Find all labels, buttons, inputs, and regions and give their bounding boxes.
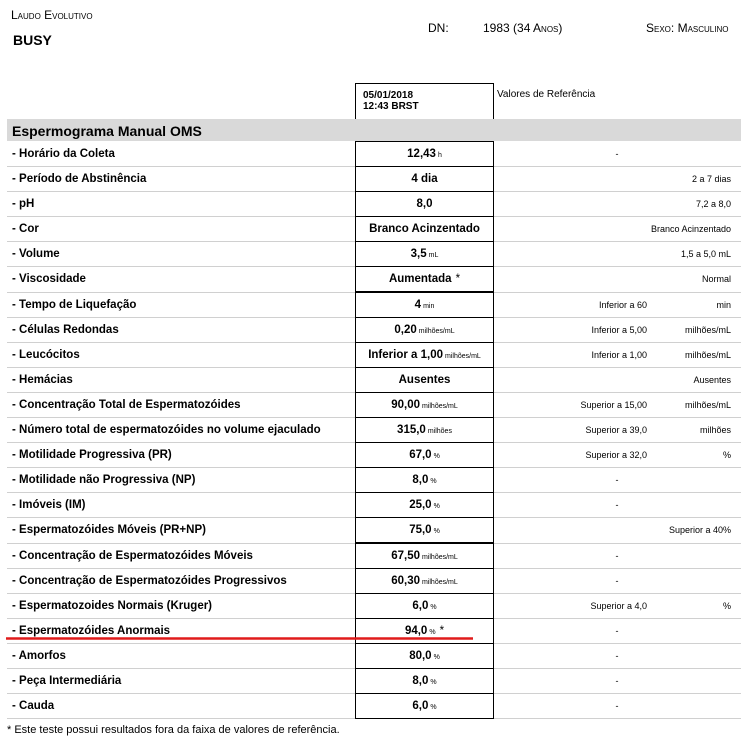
row-label: - Cor xyxy=(12,223,39,236)
row-reference xyxy=(497,249,737,259)
row-label: - Espermatozoides Normais (Kruger) xyxy=(12,599,213,612)
row-label: - Motilidade não Progressiva (NP) xyxy=(12,474,196,487)
row-value-cell xyxy=(355,668,494,694)
row-value: 315,0 xyxy=(397,424,426,437)
row-reference xyxy=(497,701,737,711)
row-unit: milhões/mL xyxy=(421,578,458,586)
reference-value: Inferior a 5,00 xyxy=(591,324,647,335)
row-value: 94,0 xyxy=(404,624,428,637)
row-value-cell xyxy=(355,442,494,468)
table-row xyxy=(7,318,741,343)
row-reference xyxy=(497,149,737,159)
row-label: - Espermatozóides Anormais xyxy=(12,624,171,637)
reference-value: 1,5 a 5,0 mL xyxy=(680,249,731,260)
exam-date: 05/01/2018 xyxy=(363,90,414,101)
table-row xyxy=(7,594,741,619)
row-unit: min xyxy=(423,302,435,310)
row-value: 60,30 xyxy=(391,574,420,587)
row-value-cell xyxy=(355,342,494,368)
table-row xyxy=(7,192,741,217)
row-label: - Motilidade Progressiva (PR) xyxy=(12,449,172,462)
row-reference xyxy=(497,551,737,561)
row-unit: milhões xyxy=(427,428,452,436)
table-row xyxy=(7,544,741,569)
reference-value: Superior a 4,0 xyxy=(590,600,647,611)
row-reference xyxy=(497,475,737,485)
row-value: Branco Acinzentado xyxy=(369,223,480,236)
row-value-cell xyxy=(355,593,494,619)
row-value-cell xyxy=(355,392,494,418)
row-value-cell xyxy=(355,191,494,217)
table-row xyxy=(7,142,741,167)
row-label: - Horário da Coleta xyxy=(12,148,115,160)
section-title: Espermograma Manual OMS xyxy=(7,119,741,141)
row-reference xyxy=(497,525,737,535)
table-row xyxy=(7,343,741,368)
row-value-cell xyxy=(355,367,494,393)
row-reference xyxy=(497,626,737,636)
row-value: 8,0 xyxy=(412,474,429,487)
row-label: - Viscosidade xyxy=(12,273,86,286)
out-of-range-flag: * xyxy=(455,273,461,286)
sex-field: Sexo: Masculino xyxy=(646,21,729,35)
out-of-range-flag: * xyxy=(439,624,445,637)
reference-value: - xyxy=(615,625,619,636)
reference-value: Superior a 15,00 xyxy=(580,399,647,410)
row-reference xyxy=(497,576,737,586)
row-unit: milhões/mL xyxy=(421,402,458,410)
reference-value: Normal xyxy=(701,274,731,285)
exam-date-header xyxy=(355,83,494,119)
reference-unit: % xyxy=(722,450,731,461)
report-title: Laudo Evolutivo xyxy=(11,8,93,22)
row-value-cell xyxy=(355,417,494,443)
reference-unit: milhões xyxy=(699,425,731,436)
row-unit: milhões/mL xyxy=(421,553,458,561)
row-reference xyxy=(497,651,737,661)
table-row xyxy=(7,644,741,669)
row-value: 4 xyxy=(414,298,422,311)
dn-value: 1983 (34 Anos) xyxy=(483,21,563,35)
row-label: - Período de Abstinência xyxy=(12,173,147,186)
row-value-cell xyxy=(355,467,494,493)
results-table xyxy=(7,142,741,719)
row-value-cell xyxy=(355,141,494,167)
row-label: - Concentração de Espermatozóides Progressivos xyxy=(12,574,287,587)
reference-unit: milhões/mL xyxy=(684,324,731,335)
row-value-cell xyxy=(355,216,494,242)
table-row xyxy=(7,468,741,493)
row-unit: h xyxy=(437,152,442,159)
dn-label: DN: xyxy=(428,21,449,35)
table-row xyxy=(7,694,741,719)
row-value: 0,20 xyxy=(394,323,417,336)
row-value: Aumentada xyxy=(388,273,452,286)
table-row xyxy=(7,443,741,468)
table-row xyxy=(7,393,741,418)
reference-unit: milhões/mL xyxy=(684,349,731,360)
row-value-cell xyxy=(355,166,494,192)
table-row xyxy=(7,493,741,518)
reference-value: - xyxy=(615,650,619,661)
row-label: - Amorfos xyxy=(12,649,66,662)
row-label: - pH xyxy=(12,198,35,211)
reference-value: Inferior a 1,00 xyxy=(591,349,647,360)
reference-value: Superior a 40% xyxy=(668,525,731,536)
row-reference xyxy=(497,174,737,184)
reference-value: 2 a 7 dias xyxy=(691,174,731,185)
row-value: 6,0 xyxy=(412,700,429,713)
row-unit: % xyxy=(430,678,437,686)
row-value: Ausentes xyxy=(398,373,451,386)
row-label: - Concentração Total de Espermatozóides xyxy=(12,398,241,411)
row-unit: milhões/mL xyxy=(418,327,455,335)
row-label: - Células Redondas xyxy=(12,323,119,336)
row-label: - Tempo de Liquefação xyxy=(12,298,137,311)
footnote: * Este teste possui resultados fora da faixa de valores de referência. xyxy=(7,724,340,736)
patient-name: BUSY xyxy=(13,32,52,48)
row-unit: milhões/mL xyxy=(445,352,481,360)
row-value-cell xyxy=(355,693,494,719)
row-value-cell xyxy=(355,568,494,594)
row-label: - Hemácias xyxy=(12,373,73,386)
row-value-cell xyxy=(355,517,494,543)
row-reference xyxy=(497,375,737,385)
table-row xyxy=(7,669,741,694)
row-unit: % xyxy=(433,528,440,536)
exam-time: 12:43 BRST xyxy=(363,101,419,112)
row-reference xyxy=(497,199,737,209)
row-reference xyxy=(497,224,737,234)
table-row xyxy=(7,418,741,443)
row-unit: % xyxy=(430,478,437,486)
reference-value: Inferior a 60 xyxy=(598,299,647,310)
row-label: - Volume xyxy=(12,248,60,261)
table-row xyxy=(7,619,741,644)
row-value: 4 dia xyxy=(411,173,438,186)
row-reference xyxy=(497,274,737,284)
reference-value: Ausentes xyxy=(693,374,731,385)
row-value: 6,0 xyxy=(412,599,429,612)
row-value: 8,0 xyxy=(412,674,429,687)
row-value: 67,0 xyxy=(409,449,432,462)
row-unit: % xyxy=(430,603,437,611)
reference-value: - xyxy=(615,475,619,486)
row-value-cell xyxy=(355,266,494,292)
reference-unit: % xyxy=(722,600,731,611)
reference-value: - xyxy=(615,550,619,561)
row-value-cell xyxy=(355,643,494,669)
row-value: Inferior a 1,00 xyxy=(368,348,443,361)
reference-value: - xyxy=(615,675,619,686)
table-row xyxy=(7,242,741,267)
reference-value: - xyxy=(615,149,619,159)
row-unit: % xyxy=(433,503,440,511)
row-reference xyxy=(497,500,737,510)
row-value-cell xyxy=(355,241,494,267)
highlight-underline xyxy=(6,637,473,640)
row-label: - Número total de espermatozóides no volume ejaculado xyxy=(12,424,321,437)
reference-value: 7,2 a 8,0 xyxy=(695,199,731,210)
row-unit: % xyxy=(429,628,436,636)
row-label: - Peça Intermediária xyxy=(12,674,122,687)
row-label: - Leucócitos xyxy=(12,348,80,361)
reference-value: - xyxy=(615,575,619,586)
row-value-cell xyxy=(355,292,494,318)
row-label: - Concentração de Espermatozóides Móveis xyxy=(12,549,253,562)
row-value-cell xyxy=(355,317,494,343)
reference-value: Superior a 39,0 xyxy=(585,425,647,436)
row-label: - Imóveis (IM) xyxy=(12,499,86,512)
row-value: 25,0 xyxy=(409,499,432,512)
table-row xyxy=(7,217,741,242)
row-unit: mL xyxy=(428,252,439,260)
row-value: 90,00 xyxy=(391,398,420,411)
row-label: - Cauda xyxy=(12,700,55,713)
row-value: 67,50 xyxy=(391,549,420,562)
table-row xyxy=(7,167,741,192)
row-value: 8,0 xyxy=(416,198,433,211)
table-row xyxy=(7,293,741,318)
row-value: 75,0 xyxy=(409,524,432,537)
reference-value: Superior a 32,0 xyxy=(585,450,647,461)
row-value: 3,5 xyxy=(410,248,427,261)
row-unit: % xyxy=(433,453,440,461)
reference-unit: milhões/mL xyxy=(684,399,731,410)
table-row xyxy=(7,569,741,594)
row-reference xyxy=(497,676,737,686)
row-label: - Espermatozóides Móveis (PR+NP) xyxy=(12,524,206,537)
row-value-cell xyxy=(355,543,494,569)
row-value-cell xyxy=(355,492,494,518)
table-row xyxy=(7,267,741,292)
row-value: 80,0 xyxy=(409,649,432,662)
reference-value: Branco Acinzentado xyxy=(650,224,731,235)
row-unit: % xyxy=(430,704,437,712)
table-row xyxy=(7,518,741,543)
reference-value: - xyxy=(615,500,619,511)
row-value: 12,43 xyxy=(407,148,436,160)
row-unit: % xyxy=(433,653,440,661)
table-row xyxy=(7,368,741,393)
reference-unit: min xyxy=(716,299,731,310)
reference-value: - xyxy=(615,701,619,712)
reference-header: Valores de Referência xyxy=(497,89,596,100)
